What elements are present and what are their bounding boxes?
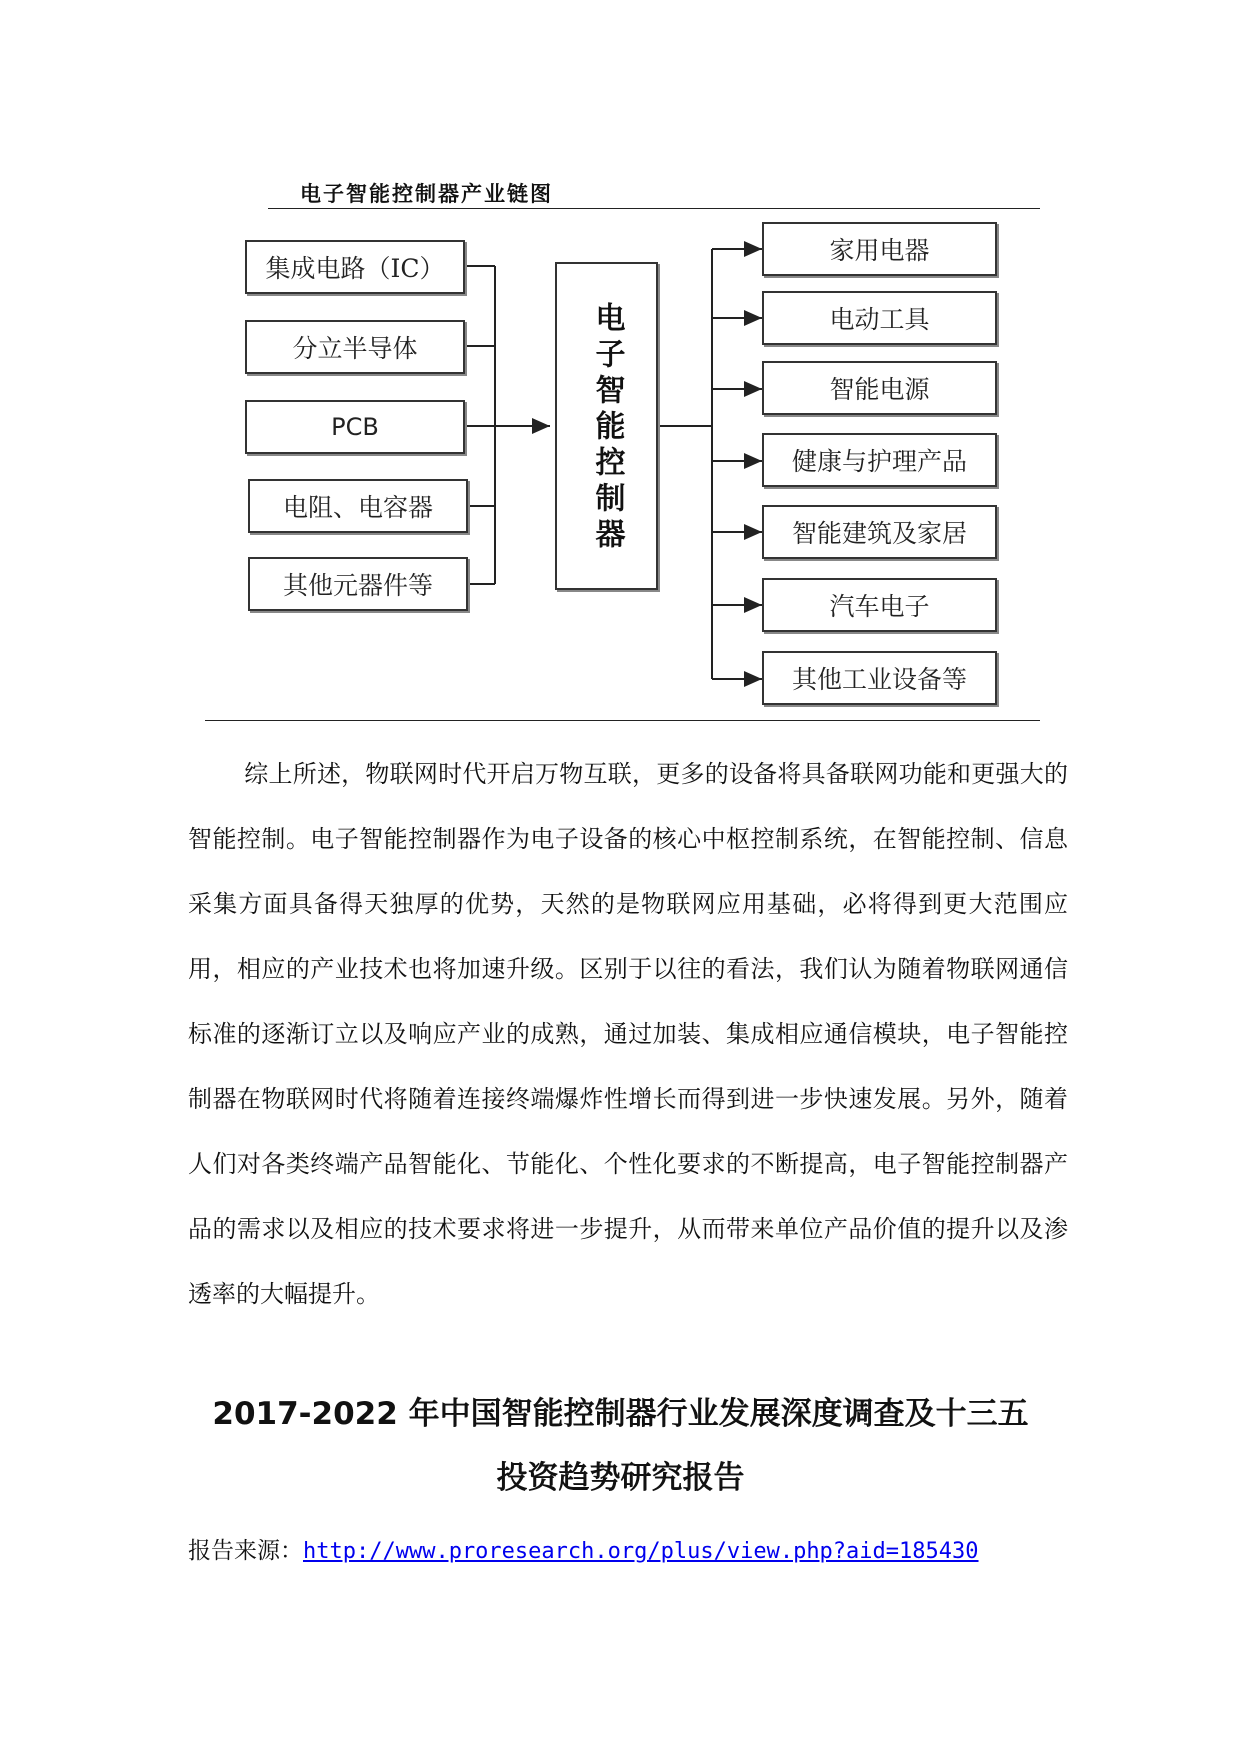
input-box-discrete-semiconductor: 分立半导体 [245, 320, 465, 374]
report-source [188, 1532, 979, 1565]
report-title-line-1: 2017-2022 年中国智能控制器行业发展深度调查及十三五 [212, 1396, 1029, 1432]
input-box-pcb: PCB [245, 400, 465, 454]
output-box-other-industrial: 其他工业设备等 [762, 651, 997, 705]
center-box [555, 262, 658, 590]
center-box-label: 电子智能控制器 [589, 302, 625, 554]
body-paragraph-text: 综上所述，物联网时代开启万物互联，更多的设备将具备联网功能和更强大的智能控制。电子智能控制器作为电子设备的核心中枢控制系统，在智能控制、信息采集方面具备得天独厚的优势，天然的是物联网应用基础，必将得到更大范围应用，相应的产业技术也将加速升级。区别于以往的看法，我们认为随着物联网通信标准的逐渐订立以及响应产业的成熟，通过加装、集成相应通信模块，电子智能控制器在物联网时代将随着连接终端爆炸性增长而得到进一步快速发展。另外，随着人们对各类终端产品智能化、节能化、个性化要求的不断提高，电子智能控制器产品的需求以及相应的技术要求将进一步提升，从而带来单位产品价值的提升以及渗透率的大幅提升。 [188, 760, 1068, 1308]
output-box-power-tools: 电动工具 [762, 291, 997, 345]
output-box-health-care: 健康与护理产品 [762, 433, 997, 487]
report-source-link[interactable]: http://www.proresearch.org/plus/view.php?aid=185430 [303, 1539, 979, 1564]
output-box-auto-electronics: 汽车电子 [762, 578, 997, 632]
body-paragraph [188, 742, 1068, 1327]
report-source-label: 报告来源： [188, 1538, 303, 1564]
output-box-home-appliances: 家用电器 [762, 222, 997, 276]
diagram-title: 电子智能控制器产业链图 [300, 181, 553, 206]
output-box-smart-building: 智能建筑及家居 [762, 505, 997, 559]
report-title-line-2: 投资趋势研究报告 [496, 1460, 745, 1496]
input-box-ic: 集成电路（IC） [245, 240, 465, 294]
output-box-smart-power: 智能电源 [762, 361, 997, 415]
input-box-resistor-capacitor: 电阻、电容器 [248, 479, 468, 533]
input-box-other-components: 其他元器件等 [248, 557, 468, 611]
